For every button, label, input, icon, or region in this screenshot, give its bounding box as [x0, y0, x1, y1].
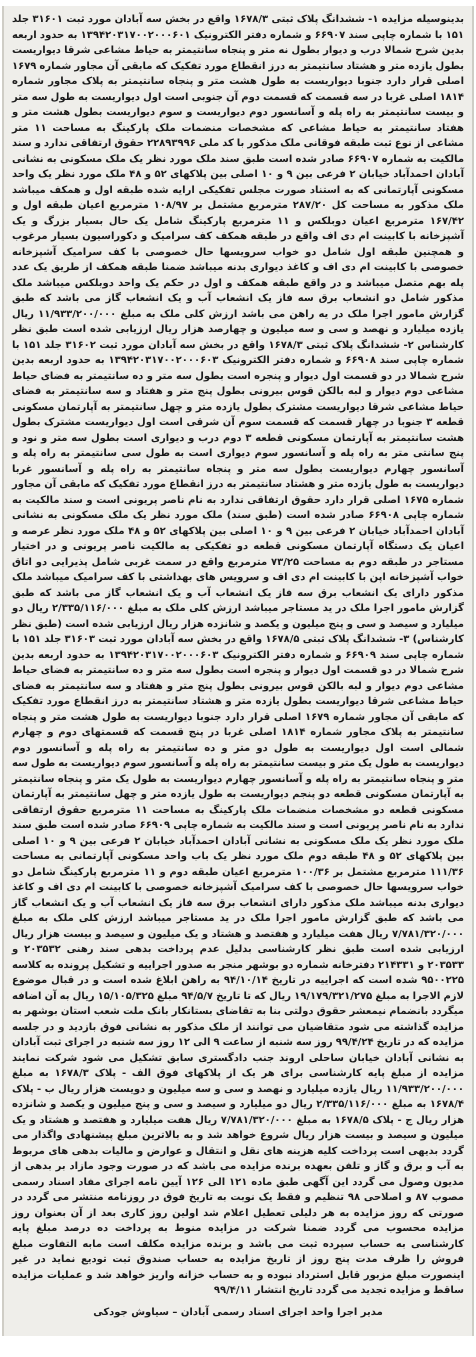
auction-notice — [2, 6, 474, 1336]
notice-signature: مدیر اجرا واحد اجرای اسناد رسمی آبادان – سیاوش جودکی — [93, 1306, 383, 1318]
notice-body-text: بدینوسیله مزایده ۱- ششدانگ پلاک ثبتی ۱۶۷۸/۳ واقع در بخش سه آبادان مورد ثبت ۳۱۶۰۱ جلد ۱۵۱ با شماره چاپی سند ۶۶۹۰۷ و شماره دفتر الکترونیک ۱۳۹۴۲۰۳۱۷۰۰۲۰۰۰۶۰۱ به حدود اربعه بدین شرح شمالا درب و دیوار بطول نه متر و پنجاه سانتیمتر به حیاط مشاعی شرقا دیواریست بطول یازده متر و هشتاد سانتیمتر به درز انقطاع مورد تفکیک که مابقی آن مجاور شماره ۱۶۷۹ اصلی قرار دارد جنوبا دیواریست به طول هشت متر و پنجاه سانتیمتر به پلاک مجاور شماره ۱۸۱۴ اصلی غربا در سه قسمت که قسمت دوم آن جنوبی است اول دیواریست به طول سه متر و بیست سانتیمتر به راه پله و آسانسور دوم دیواریست و سوم دیواریست بطول هشت متر و هفتاد سانتیمتر به حیاط مشاعی که مشخصات منضمات ملک پارکینگ به مساحت ۱۱ متر مشاعی از نوع ثبت طبقه فوقانی ملک مذکور با کد ملی ۲۲۸۹۳۹۹۶ حقوق ارتفاقی ندارد و سند مالکیت به شماره ۶۶۹۰۷ صادر شده است طبق سند ملک مورد نظر یک ملک مسکونی به نشانی آبادان احمدآباد خیابان ۲ فرعی بین ۹ و ۱۰ اصلی بین پلاکهای ۵۲ و ۴۸ ملک مورد نظر یک واحد مسکونی آپارتمانی که به استناد صورت مجلس تفکیکی ارایه شده طبقه اول و همکف میباشد ملک مذکور به مساحت کل ۲۸۷/۲۰ مترمربع مشتمل بر ۱۰۸/۹۷ مترمربع اعیان طبقه اول و ۱۶۷/۴۲ مترمربع اعیان دوبلکس و ۱۱ مترمربع پارکینگ شامل یک حال بسیار بزرگ و یک آشپزخانه با کابینت ام دی اف واقع در طبقه همکف کف سرامیک و دکوراسیون بسیار مرغوب و همچنین طبقه اول شامل دو خواب سرویسها حال خصوصی با کف سرامیک آشپزخانه خصوصی با کابینت ام دی اف و کاغذ دیواری بدنه میباشد ضمنا طبقه همکف از طریق یک عدد پله بهم متصل میباشد و در واقع طبقه همکف و اول در حکم یک واحد دوبلکس میباشد ملک مذکور شامل دو انشعاب برق سه فاز یک انشعاب آب و یک انشعاب گاز می باشد که طبق گزارش مامور اجرا ملک در یه راهن می باشد ارزش کلی ملک به مبلغ ۱۱/۹۳۳/۲۰۰/۰۰۰ ریال یازده میلیارد و نهصد و سی و سه میلیون و چهارصد هزار ریال ارزیابی شده است طبق نظر کارشناس ۲- ششدانگ پلاک ثبتی ۱۶۷۸/۳ واقع در بخش سه آبادان مورد ثبت ۳۱۶۰۲ جلد ۱۵۱ با شماره چاپی سند ۶۶۹۰۸ و شماره دفتر الکترونیک ۱۳۹۴۲۰۳۱۷۰۰۲۰۰۰۶۰۳ به حدود اربعه بدین شرح شمالا در دو قسمت اول دیوار و پنجره است بطول سه متر و ده سانتیمتر به فضای حیاط مشاعی دوم دیوار و لبه بالکن قوس بیرونی بطول پنج متر و هفتاد و سه سانتیمتر به فضای حیاط مشاعی شرقا دیواریست مشترک بطول یازده متر و چهل سانتیمتر به آپارتمان مسکونی قطعه ۳ جنوبا در چهار قسمت که قسمت سوم آن شرقی است اول دیواریست مشترک بطول هشت سانتیمتر به آپارتمان مسکونی قطعه ۳ دوم درب و دیواری است بطول سه متر و نود و پنج سانتی متر به راه پله و آسانسور سوم دیواری است به طول سی سانتیمتر به راه پله و آسانسور چهارم دیواریست بطول سه متر و پنجاه سانتیمتر به راه پله و آسانسور غربا دیواریست به طول یازده متر و هشتاد سانتیمتر به درز انقطاع مورد تفکیک که مابقی آن مجاور شماره ۱۶۷۵ اصلی قرار دارد حقوق ارتفاقی ندارد به نام ناصر پریونی است و سند مالکیت به شماره چاپی ۶۶۹۰۸ صادر شده است (طبق سند) ملک مورد نظر یک ملک مسکونی به نشانی آبادان احمدآباد خیابان ۲ فرعی بین ۹ و ۱۰ اصلی بین پلاکهای ۵۲ و ۴۸ ملک مورد نظر عرصه و اعیان یک دستگاه آپارتمان مسکونی قطعه دو تفکیکی به مالکیت ناصر پریونی و در اختیار مستاجر در طبقه دوم به مساحت ۷۳/۲۵ مترمربع واقع در سمت غربی شامل پذیرایی دو اتاق خواب آشپزخانه اپن با کابینت ام دی اف و سرویس های بهداشتی با کف سرامیک میباشد ملک مذکور دارای یک انشعاب برق سه فاز یک انشعاب آب و یک انشعاب گاز می باشد که طبق گزارش مامور اجرا ملک در ید مستاجر میباشد ارزش کلی ملک به مبلغ ۲/۳۳۵/۱۱۶/۰۰۰ ریال دو میلیارد و سیصد و سی و پنج میلیون و یکصد و شانزده هزار ریال ارزیابی شده است (طبق نظر کارشناس) ۳- ششدانگ پلاک ثبتی ۱۶۷۸/۵ واقع در بخش سه آبادان مورد ثبت ۳۱۶۰۳ جلد ۱۵۱ با شماره چاپی سند ۶۶۹۰۹ و شماره دفتر الکترونیک ۱۳۹۴۲۰۳۱۷۰۰۲۰۰۰۶۰۳ به حدود اربعه بدین شرح شمالا در دو قسمت اول دیوار و پنجره است بطول سه متر و ده سانتیمتر به فضای حیاط مشاعی دوم دیوار و لبه بالکن قوس بیرونی بطول پنج متر و هفتاد و سه سانتیمتر به فضای حیاط مشاعی شرقا دیواریست بطول یازده متر و هشتاد سانتیمتر به درز انقطاع مورد تفکیک که مابقی آن مجاور شماره ۱۶۷۹ اصلی قرار دارد جنوبا دیواریست به طول هشت متر و پنجاه سانتیمتر به پلاک مجاور شماره ۱۸۱۴ اصلی غربا در پنج قسمت که قسمتهای دوم و چهارم شمالی است اول دیواریست به طول دو متر و ده سانتیمتر به راه پله و آسانسور دوم دیواریست به طول یک متر و بیست سانتیمتر به راه پله و آسانسور سوم دیواریست به طول سه متر و پنجاه سانتیمتر به راه پله و آسانسور چهارم دیواریست به طول یک متر و پنجاه سانتیمتر به آپارتمان مسکونی قطعه دو پنجم دیواریست به طول یازده متر و چهل سانتیمتر به آپارتمان مسکونی قطعه دو مشخصات منضمات ملک پارکینگ به مساحت ۱۱ مترمربع حقوق ارتفاقی ندارد به نام ناصر پریونی است و سند مالکیت به شماره چاپی ۶۶۹۰۹ صادر شده است طبق سند ملک مورد نظر یک ملک مسکونی به نشانی آبادان احمدآباد خیابان ۲ فرعی بین ۹ و ۱۰ اصلی بین پلاکهای ۵۲ و ۴۸ طبقه دوم ملک مورد نظر یک باب واحد مسکونی آپارتمانی به مساحت ۱۱۱/۳۶ مترمربع مشتمل بر ۱۰۰/۳۶ مترمربع اعیان طبقه دوم و ۱۱ مترمربع پارکینگ شامل دو خواب سرویسها حال خصوصی با کف سرامیک آشپزخانه خصوصی با کابینت ام دی اف و کاغذ دیواری بدنه میباشد ملک مذکور دارای انشعاب برق سه فاز یک انشعاب آب و یک انشعاب گاز می باشد که طبق گزارش مامور اجرا ملک در ید مستاجر میباشد ارزش کلی ملک به مبلغ ۷/۷۸۱/۳۲۰/۰۰۰ ریال هفت میلیارد و هفتصد و هشتاد و یک میلیون و سیصد و بیست هزار ریال ارزیابی شده است طبق نظر کارشناسی بدلیل عدم پرداخت بدهی سند رهنی ۲۰۳۵۳۲ و ۲۰۳۵۳۳ و ۲۱۴۳۳۱ دفترخانه شماره دو بوشهر منجر به صدور اجراییه و تشکیل پرونده به کلاسه ۹۵۰۰۲۲۵ شده است که اجراییه در تاریخ ۹۴/۱۰/۱۴ به راهن ابلاغ شده است و در قبال موضوع لازم الاجرا به مبلغ ۱۹/۱۷۹/۳۲۱/۲۷۵ ریال که تا تاریخ ۹۴/۵/۷ مبلغ ۱۵/۱۰۵/۳۲۵ ریال به آن اضافه میگردد بانضمام نیمعشر حقوق دولتی بنا به تقاضای بستانکار بانک ملت شعب استان بوشهر به مزایده گذاشته می شود متقاضیان می توانند از ملک مذکور به نشانی فوق بازدید و در جلسه مزایده که در تاریخ ۹۹/۴/۲۴ روز سه شنبه از ساعت ۹ الی ۱۲ روز سه شنبه در اجرای ثبت آبادان به نشانی آبادان خیابان ساحلی اروند جنب دادگستری سابق تشکیل می شود شرکت نمایند مزایده از مبلغ پایه کارشناسی برای هر یک از پلاکهای فوق الف - پلاک ۱۶۷۸/۳ به مبلغ ۱۱/۹۳۳/۲۰۰/۰۰۰ ریال یازده میلیارد و نهصد و سی و سه میلیون و دویست هزار ریال ب - پلاک ۱۶۷۸/۴ به مبلغ ۲/۳۳۵/۱۱۶/۰۰۰ ریال دو میلیارد و سیصد و سی و پنج میلیون و یکصد و شانزده هزار ریال ج - پلاک ۱۶۷۸/۵ به مبلغ ۷/۷۸۱/۳۲۰/۰۰۰ ریال هفت میلیارد و هفتصد و هشتاد و یک میلیون و سیصد و بیست هزار ریال شروع خواهد شد و به بالاترین مبلغ پیشنهادی واگذار می گردد بدیهی است پرداخت کلیه هزینه های نقل و انتقال و عوارض و مالیات بدهی های مربوط به آب و برق و گاز و تلفن بعهده برنده مزایده می باشد که در صورت وجود مازاد بر بدهی از مدیون وصول می گردد این آگهی طبق ماده ۱۲۱ الی ۱۲۶ آیین نامه اجرای مفاد اسناد رسمی مصوب ۸۷ و اصلاحی ۹۸ تنظیم و فقط یک نوبت به تاریخ فوق در روزنامه منتشر می گردد در صورتی که روز مزایده به هر دلیلی تعطیل اعلام شد اولین روز کاری بعد از آن بعنوان روز مزایده محسوب می گردد ضمنا شرکت در مزایده منوط به پرداخت ده درصد مبلغ پایه کارشناسی به حساب سپرده ثبت می باشد و برنده مزایده مکلف است مابه التفاوت مبلغ فروش را ظرف مدت پنج روز از تاریخ مزایده به حساب صندوق ثبت تودیع نماید در غیر اینصورت مبلغ مزبور قابل استرداد نبوده و به حساب خزانه واریز خواهد شد و عملیات مزایده ساقط و مزایده تجدید می گردد تاریخ انتشار ۹۹/۴/۱۱ — [12, 14, 465, 1296]
